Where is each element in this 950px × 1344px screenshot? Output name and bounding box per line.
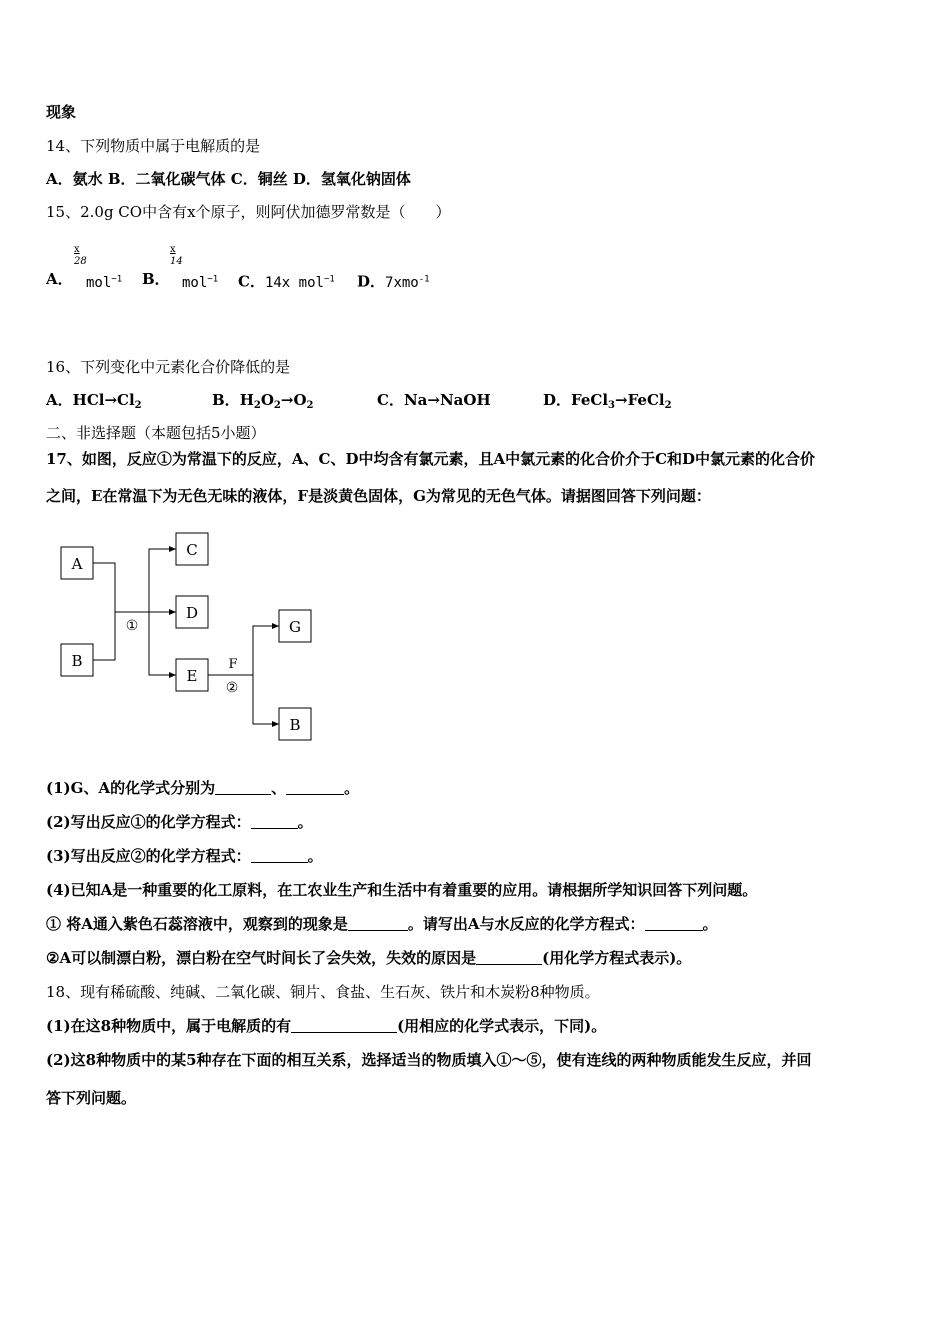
q16-option-a <box>46 390 142 416</box>
label-d: D <box>185 604 199 622</box>
answer-blank[interactable] <box>286 780 344 795</box>
q16-option-c-to: NaOH <box>439 391 491 409</box>
q16-option-d <box>543 390 672 416</box>
question-14: 14、下列物质中属于电解质的是 <box>46 137 261 155</box>
q15-option-d <box>357 269 430 293</box>
q16-option-c-label: C． <box>377 391 404 409</box>
q16-option-d-to-sub: 2 <box>664 400 672 411</box>
q15-option-b-denominator: 14 <box>170 256 183 267</box>
q15-option-a-numerator: x <box>74 244 80 255</box>
label-reaction-2: ② <box>225 680 239 696</box>
q16-option-a-from: HCl <box>72 391 105 409</box>
q17-part-3-text: (3)写出反应②的化学方程式： <box>46 847 251 865</box>
q17-part-1-text: (1)G、A的化学式分别为 <box>46 779 216 797</box>
question-17-line-1: 17、如图，反应①为常温下的反应，A、C、D中均含有氯元素，且A中氯元素的化合价介于C和D中氯元素的化合价 <box>46 450 816 468</box>
q15-option-b-label: B． <box>142 270 170 288</box>
q17-part-2-text: (2)写出反应①的化学方程式： <box>46 813 251 831</box>
q16-option-b-f2: O <box>260 391 274 409</box>
connector-branch-2 <box>253 626 279 724</box>
q16-option-b-to: O <box>293 391 307 409</box>
q15-option-a-unit-text: mol <box>86 274 112 291</box>
q15-option-b-fraction <box>170 244 183 268</box>
q15-option-b-unit <box>182 269 218 293</box>
punct: 。 <box>297 813 313 831</box>
answer-blank[interactable] <box>251 814 298 829</box>
q16-option-b-label: B． <box>212 391 240 409</box>
q16-option-b-to-sub: 2 <box>306 400 314 411</box>
q15-option-d-value: 7xmo <box>385 274 419 291</box>
arrow-icon <box>169 609 176 615</box>
arrow-icon: → <box>615 391 628 409</box>
arrow-icon <box>272 721 279 727</box>
punct: 。 <box>702 915 718 933</box>
q15-option-b-exponent: −1 <box>207 274 219 284</box>
q18-part-1 <box>46 1016 606 1036</box>
reaction-diagram <box>50 530 330 750</box>
q16-option-d-label: D． <box>543 391 572 409</box>
punct: 。 <box>344 779 360 797</box>
label-b-right: B <box>289 716 301 734</box>
question-17-line-2: 之间，E在常温下为无色无味的液体，F是淡黄色固体，G为常见的无色气体。请据图回答下列问题： <box>46 487 711 505</box>
q16-option-b-f1-sub: 2 <box>253 400 261 411</box>
q17-part-4a <box>46 914 718 934</box>
q17-part-4a-text: ① 将A通入紫色石蕊溶液中，观察到的现象是 <box>46 915 348 933</box>
q16-option-d-f1: FeCl <box>571 391 609 409</box>
label-e: E <box>186 667 198 685</box>
q16-option-b-f1: H <box>239 391 254 409</box>
q17-part-2 <box>46 812 313 832</box>
q15-option-d-label: D． <box>357 272 386 291</box>
q15-option-b-numerator: x <box>170 244 176 255</box>
q16-option-b-f2-sub: 2 <box>273 400 281 411</box>
punct: 、 <box>271 779 287 797</box>
q15-option-a-unit <box>86 269 122 293</box>
q15-option-a-fraction <box>74 244 87 268</box>
label-g: G <box>289 618 301 636</box>
q15-option-c-label: C． <box>238 272 265 291</box>
q17-part-4a-text-2: 。请写出A与水反应的化学方程式： <box>407 915 645 933</box>
label-a: A <box>71 555 83 573</box>
question-16: 16、下列变化中元素化合价降低的是 <box>46 358 291 376</box>
q18-part-2-line-1: (2)这8种物质中的某5种存在下面的相互关系，选择适当的物质填入①～⑤，使有连线的两种物质能发生反应，并回 <box>46 1051 812 1069</box>
q17-part-4b-text-2: (用化学方程式表示)。 <box>542 949 692 967</box>
question-15: 15、2.0g CO中含有x个原子，则阿伏加德罗常数是（ ） <box>46 203 451 221</box>
q16-option-a-label: A． <box>46 391 73 409</box>
question-14-options: A．氨水 B．二氧化碳气体 C．铜丝 D．氢氧化钠固体 <box>46 170 411 188</box>
punct: 。 <box>307 847 323 865</box>
arrow-icon: → <box>280 391 294 409</box>
q15-option-d-exponent: -1 <box>418 274 430 284</box>
answer-blank[interactable] <box>291 1018 397 1033</box>
q17-part-4b-text: ②A可以制漂白粉，漂白粉在空气时间长了会失效，失效的原因是 <box>46 949 477 967</box>
arrow-icon: → <box>104 391 118 409</box>
answer-blank[interactable] <box>215 780 271 795</box>
q16-option-c-from: Na <box>403 391 428 409</box>
arrow-icon <box>169 672 176 678</box>
q15-option-c-exponent: −1 <box>323 274 335 284</box>
q16-option-c <box>377 390 491 410</box>
label-f: F <box>228 657 238 672</box>
q15-option-b-unit-text: mol <box>182 274 208 291</box>
q17-part-1 <box>46 778 359 798</box>
connector-a <box>93 563 115 660</box>
label-reaction-1: ① <box>125 618 139 634</box>
q17-part-4b <box>46 948 691 968</box>
q16-option-d-to: FeCl <box>627 391 665 409</box>
section-2-heading: 二、非选择题（本题包括5小题） <box>46 424 266 442</box>
q17-part-4: (4)已知A是一种重要的化工原料，在工农业生产和生活中有着重要的应用。请根据所学知识回答下列问题。 <box>46 881 758 899</box>
q16-option-d-f1-sub: 3 <box>608 400 615 411</box>
q16-option-a-to: Cl <box>117 391 135 409</box>
label-b-left: B <box>71 652 83 670</box>
arrow-icon: → <box>427 391 440 409</box>
q15-option-c-value: 14x mol <box>264 274 324 291</box>
q18-part-1-text-2: (用相应的化学式表示，下同)。 <box>397 1017 607 1035</box>
label-c: C <box>186 541 198 559</box>
answer-blank[interactable] <box>251 848 308 863</box>
q16-option-b <box>212 390 314 416</box>
answer-blank[interactable] <box>348 916 408 931</box>
arrow-icon <box>272 623 279 629</box>
answer-blank[interactable] <box>645 916 703 931</box>
q15-option-a-label: A． <box>46 270 73 288</box>
arrow-icon <box>169 546 176 552</box>
q18-part-1-text: (1)在这8种物质中，属于电解质的有 <box>46 1017 292 1035</box>
answer-blank[interactable] <box>476 950 542 965</box>
q15-option-c <box>238 269 335 293</box>
q17-part-3 <box>46 846 323 866</box>
q15-option-a-denominator: 28 <box>74 256 87 267</box>
q15-option-a-exponent: −1 <box>111 274 123 284</box>
q16-option-a-to-sub: 2 <box>134 400 142 411</box>
text-line-phenomenon: 现象 <box>46 103 77 121</box>
question-18: 18、现有稀硫酸、纯碱、二氧化碳、铜片、食盐、生石灰、铁片和木炭粉8种物质。 <box>46 983 600 1001</box>
q18-part-2-line-2: 答下列问题。 <box>46 1089 137 1107</box>
